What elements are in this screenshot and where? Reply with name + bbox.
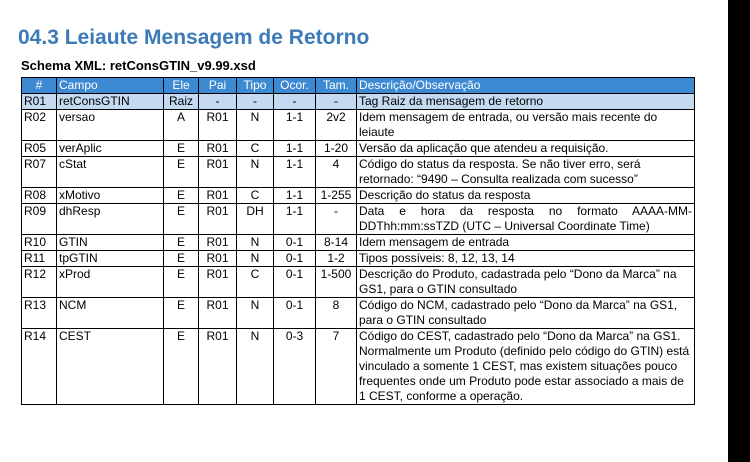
row-tam: -: [316, 94, 357, 110]
row-campo: xMotivo: [57, 188, 164, 204]
row-ele: E: [164, 204, 199, 235]
row-ocor: -: [274, 94, 316, 110]
row-ocor: 0-1: [274, 235, 316, 251]
row-tam: 2v2: [316, 110, 357, 141]
row-ele: E: [164, 267, 199, 298]
table-row: [22, 188, 695, 204]
row-pai: R01: [199, 157, 237, 188]
row-pai: R01: [199, 188, 237, 204]
header-ocor: Ocor.: [274, 78, 316, 94]
row-desc: Descrição do Produto, cadastrada pelo “Dono da Marca” na GS1, para o GTIN consultado: [357, 267, 695, 298]
row-id: R02: [22, 110, 57, 141]
row-ele: E: [164, 235, 199, 251]
row-ocor: 0-3: [274, 329, 316, 405]
row-tipo: C: [237, 188, 274, 204]
row-desc: Código do status da resposta. Se não tiver erro, será retornado: “9490 – Consulta realizada com sucesso”: [357, 157, 695, 188]
row-id: R01: [22, 94, 57, 110]
row-ele: E: [164, 188, 199, 204]
row-ele: E: [164, 329, 199, 405]
table-row: [22, 157, 695, 188]
row-desc: Idem mensagem de entrada: [357, 235, 695, 251]
row-tipo: -: [237, 94, 274, 110]
row-desc: Versão da aplicação que atendeu a requisição.: [357, 141, 695, 157]
row-pai: R01: [199, 235, 237, 251]
row-id: R13: [22, 298, 57, 329]
row-tam: 8: [316, 298, 357, 329]
row-desc: Código do NCM, cadastrado pelo “Dono da Marca” na GS1, para o GTIN consultado: [357, 298, 695, 329]
table-header-row: [22, 78, 695, 94]
row-pai: R01: [199, 298, 237, 329]
row-campo: GTIN: [57, 235, 164, 251]
row-id: R12: [22, 267, 57, 298]
row-id: R07: [22, 157, 57, 188]
row-tipo: N: [237, 235, 274, 251]
table-row: [22, 235, 695, 251]
table-row: [22, 251, 695, 267]
table-row: [22, 204, 695, 235]
table-row: [22, 267, 695, 298]
row-tipo: N: [237, 251, 274, 267]
row-tipo: N: [237, 157, 274, 188]
row-campo: cStat: [57, 157, 164, 188]
row-id: R08: [22, 188, 57, 204]
row-pai: R01: [199, 204, 237, 235]
row-tam: 7: [316, 329, 357, 405]
row-campo: tpGTIN: [57, 251, 164, 267]
row-tipo: N: [237, 110, 274, 141]
row-desc: Código do CEST, cadastrado pelo “Dono da Marca” na GS1. Normalmente um Produto (definido pelo código do GTIN) está vinculado a somente 1 CEST, mas existem situações pouco frequentes onde um Produto pode estar associado a mais de 1 CEST, conforme a operação.: [357, 329, 695, 405]
row-ocor: 1-1: [274, 188, 316, 204]
row-campo: dhResp: [57, 204, 164, 235]
row-ocor: 1-1: [274, 141, 316, 157]
row-campo: verAplic: [57, 141, 164, 157]
row-id: R09: [22, 204, 57, 235]
row-tam: 1-2: [316, 251, 357, 267]
layout-table: [21, 77, 695, 405]
row-ocor: 1-1: [274, 204, 316, 235]
row-tam: 1-20: [316, 141, 357, 157]
row-pai: R01: [199, 267, 237, 298]
row-desc: Descrição do status da resposta: [357, 188, 695, 204]
row-tipo: DH: [237, 204, 274, 235]
row-campo: NCM: [57, 298, 164, 329]
row-pai: R01: [199, 141, 237, 157]
table-row: [22, 110, 695, 141]
table-row: [22, 141, 695, 157]
row-ele: E: [164, 251, 199, 267]
row-ocor: 0-1: [274, 298, 316, 329]
row-ocor: 0-1: [274, 251, 316, 267]
row-ocor: 1-1: [274, 110, 316, 141]
table-row: [22, 298, 695, 329]
row-desc: Tag Raiz da mensagem de retorno: [357, 94, 695, 110]
row-tipo: C: [237, 267, 274, 298]
screen-edge-bar: [728, 0, 750, 462]
schema-name: Schema XML: retConsGTIN_v9.99.xsd: [21, 58, 256, 73]
row-id: R14: [22, 329, 57, 405]
row-tipo: N: [237, 329, 274, 405]
row-id: R10: [22, 235, 57, 251]
row-ele: E: [164, 141, 199, 157]
header-tam: Tam.: [316, 78, 357, 94]
table-row: [22, 329, 695, 405]
header-tipo: Tipo: [237, 78, 274, 94]
row-ocor: 0-1: [274, 267, 316, 298]
section-title: 04.3 Leiaute Mensagem de Retorno: [18, 26, 370, 49]
row-tam: -: [316, 204, 357, 235]
row-tam: 8-14: [316, 235, 357, 251]
row-desc: Tipos possíveis: 8, 12, 13, 14: [357, 251, 695, 267]
header-number: #: [22, 78, 57, 94]
row-desc: Data e hora da resposta no formato AAAA-MM-DDThh:mm:ssTZD (UTC – Universal Coordinate Time): [357, 204, 695, 235]
row-ele: E: [164, 298, 199, 329]
row-pai: R01: [199, 329, 237, 405]
row-ele: Raiz: [164, 94, 199, 110]
header-ele: Ele: [164, 78, 199, 94]
row-id: R05: [22, 141, 57, 157]
row-tam: 4: [316, 157, 357, 188]
row-desc: Idem mensagem de entrada, ou versão mais recente do leiaute: [357, 110, 695, 141]
row-tipo: N: [237, 298, 274, 329]
header-campo: Campo: [57, 78, 164, 94]
row-campo: CEST: [57, 329, 164, 405]
row-ocor: 1-1: [274, 157, 316, 188]
header-pai: Pai: [199, 78, 237, 94]
row-campo: retConsGTIN: [57, 94, 164, 110]
row-ele: A: [164, 110, 199, 141]
row-campo: xProd: [57, 267, 164, 298]
row-pai: -: [199, 94, 237, 110]
row-pai: R01: [199, 110, 237, 141]
table-row: [22, 94, 695, 110]
row-pai: R01: [199, 251, 237, 267]
row-ele: E: [164, 157, 199, 188]
row-tam: 1-255: [316, 188, 357, 204]
row-id: R11: [22, 251, 57, 267]
row-campo: versao: [57, 110, 164, 141]
header-descricao: Descrição/Observação: [357, 78, 695, 94]
row-tam: 1-500: [316, 267, 357, 298]
row-tipo: C: [237, 141, 274, 157]
